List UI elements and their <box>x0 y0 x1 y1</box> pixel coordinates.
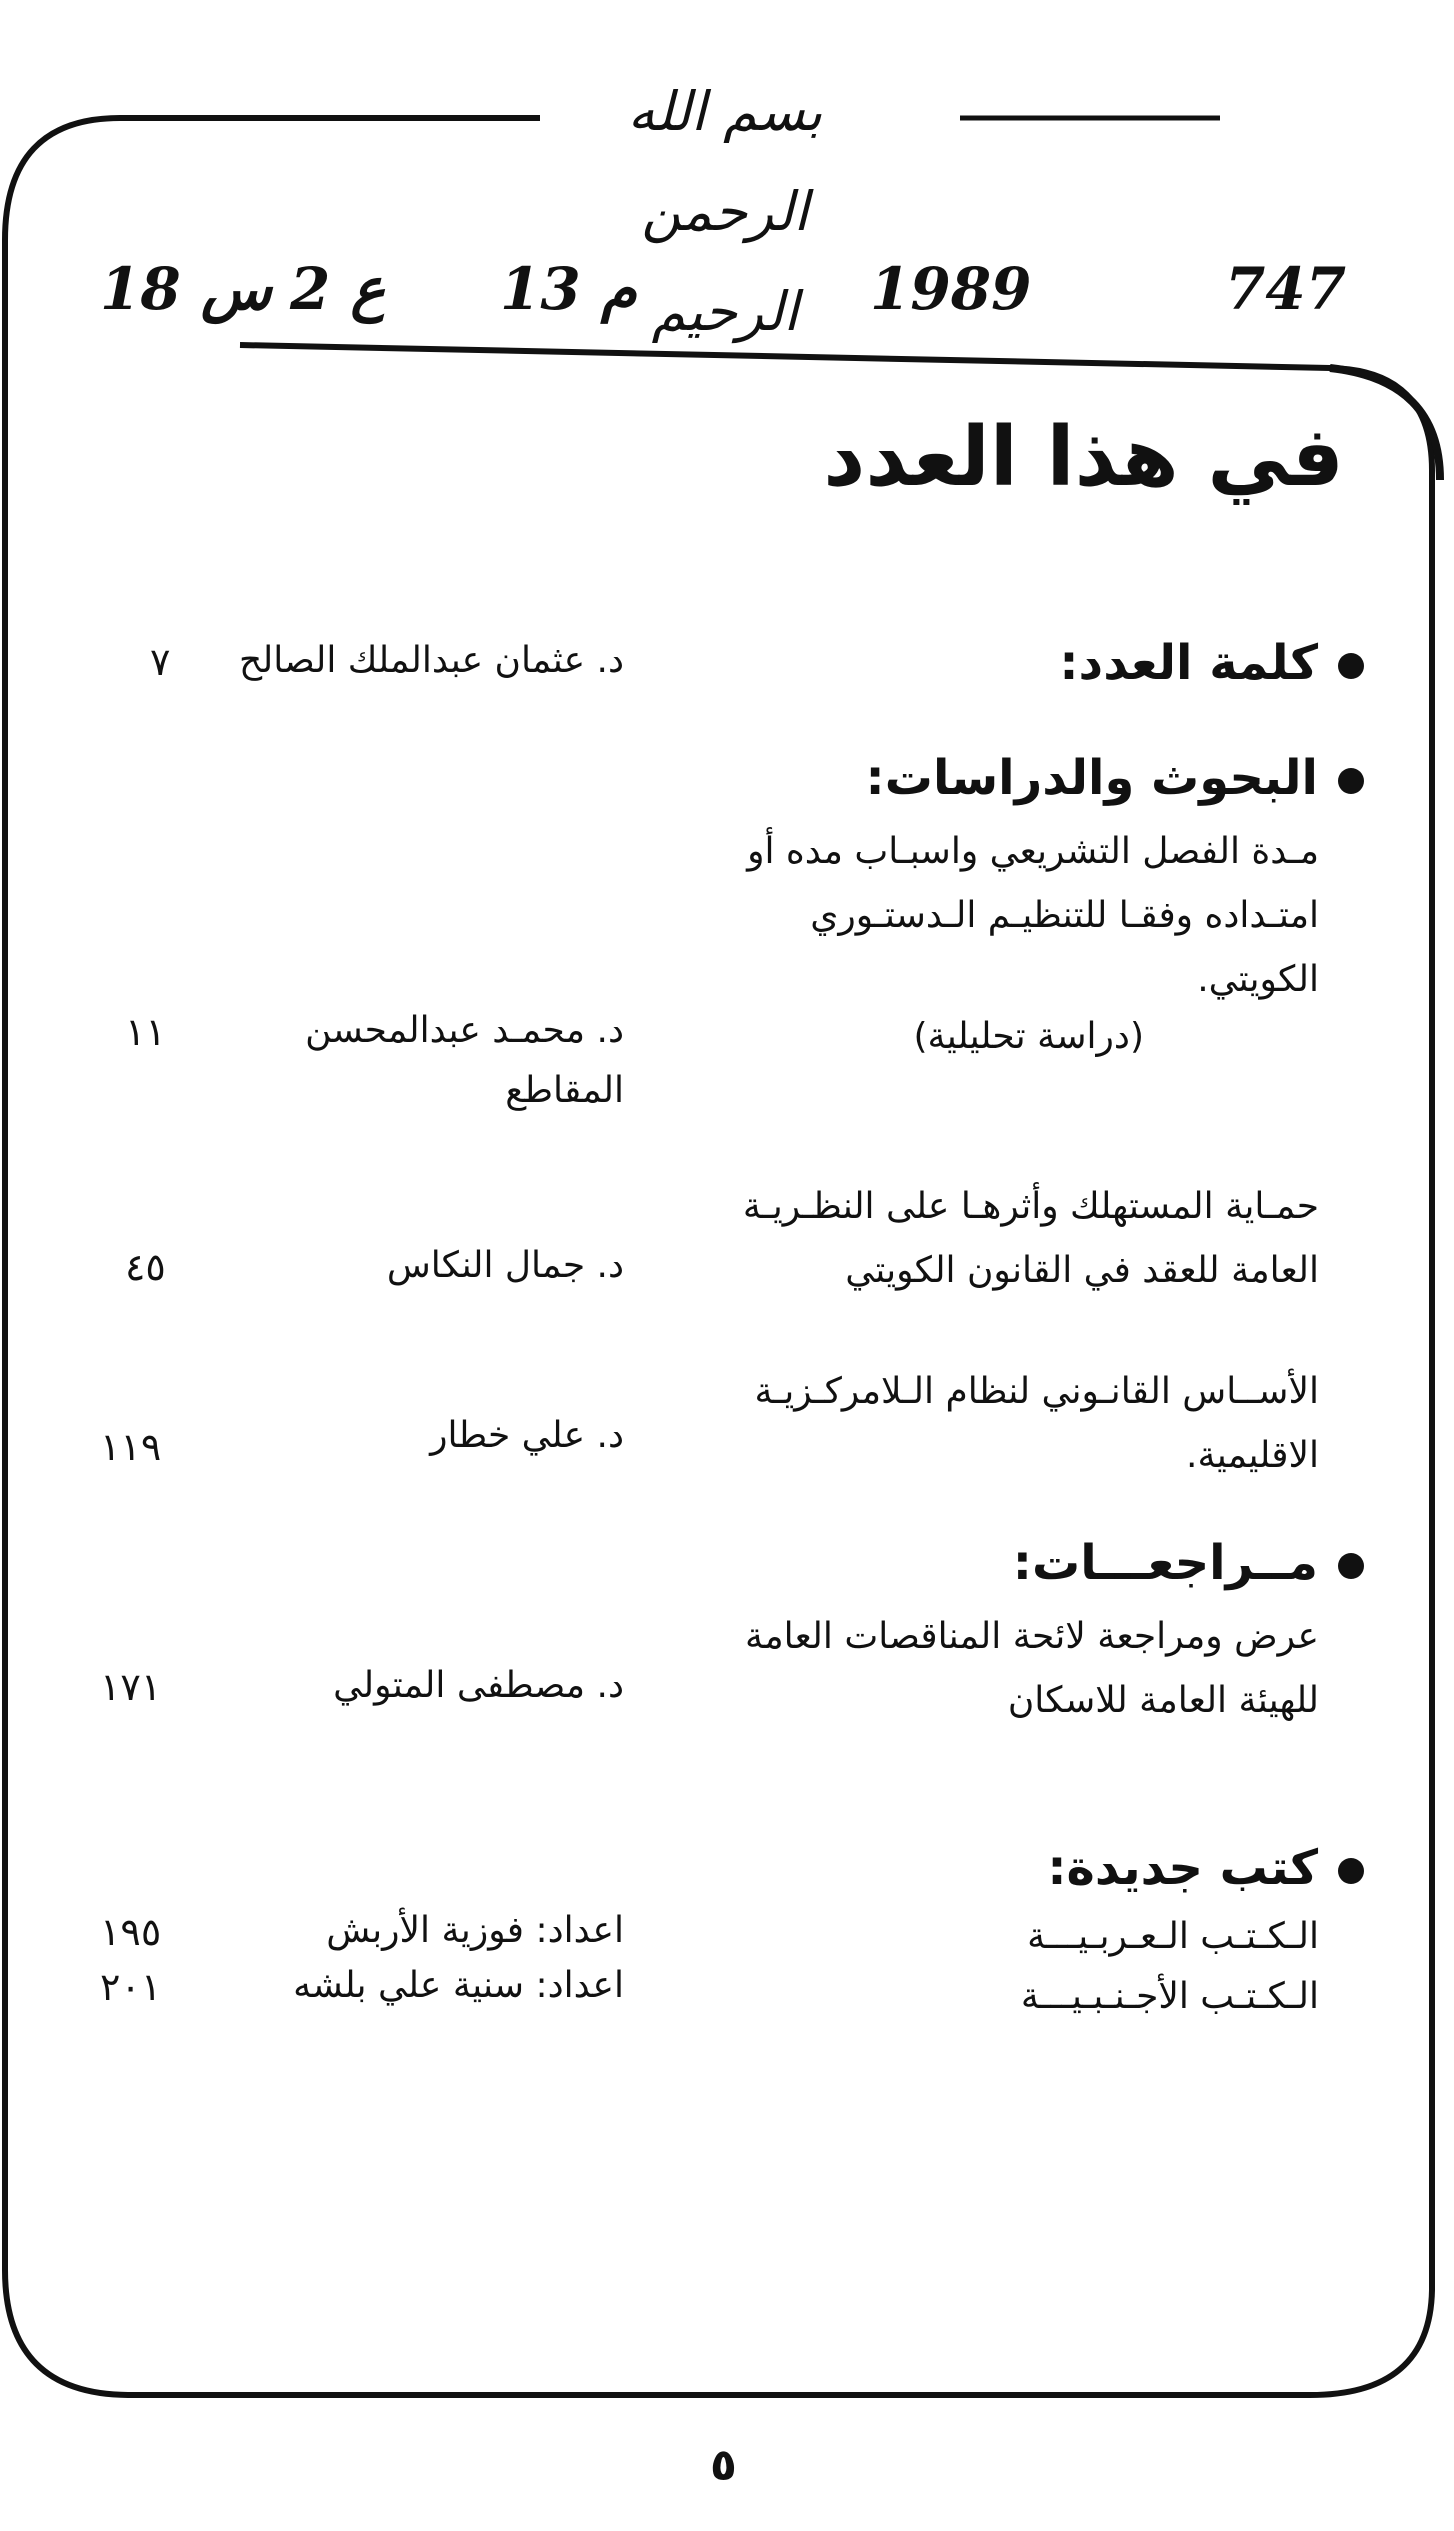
entry-author: اعداد: فوزية الأربش <box>326 1910 624 1951</box>
entry-title: حمـاية المستهلك وأثرهـا على النظـريـة العامة للعقد في القانون الكويتي <box>742 1186 1319 1291</box>
entry-author-line2: المقاطع <box>505 1070 624 1111</box>
entry-author: د. علي خطار <box>430 1415 624 1456</box>
page-title: في هذا العدد <box>823 410 1344 505</box>
entry-title: الـكـتـب الأجـنـبـيـــة <box>1020 1976 1319 2017</box>
bullet-icon <box>1338 768 1364 794</box>
entry-page: ٤٥ <box>125 1245 166 1289</box>
entry-page: ٧ <box>150 640 171 684</box>
entry-author: د. جمال النكاس <box>386 1245 624 1286</box>
section-heading: مــراجعـــات: <box>1013 1535 1364 1591</box>
entry-page: ١٩٥ <box>100 1910 162 1954</box>
section-heading: كلمة العدد: <box>1059 635 1364 691</box>
handwritten-year-hijri: س 18 <box>100 255 272 323</box>
bullet-icon <box>1338 1553 1364 1579</box>
entry-author: د. محمـد عبدالمحسن <box>305 1010 624 1051</box>
entry-title: الأســاس القانـوني لنظام الـلامركـزيـة الاقليمية. <box>754 1371 1319 1476</box>
entry-author: اعداد: سنية علي بلشه <box>293 1965 624 2006</box>
basmala-calligraphy: بسم الله الرحمن الرحيم <box>627 80 823 343</box>
entry-page: ١١٩ <box>100 1425 162 1469</box>
bullet-icon <box>1338 653 1364 679</box>
entry-title: مـدة الفصل التشريعي واسبـاب مده أو امتـداده وفقـا للتنظيـم الـدستـوري الكويتي. <box>747 831 1319 1000</box>
section-heading: كتب جديدة: <box>1047 1840 1364 1896</box>
page-number: ٥ <box>710 2440 737 2491</box>
handwritten-number: 747 <box>1225 255 1347 323</box>
bullet-icon <box>1338 1858 1364 1884</box>
entry-title: الـكـتـب الـعـربـيـــة <box>1027 1916 1319 1957</box>
entry-page: ١٧١ <box>100 1665 162 1709</box>
entry-page: ٢٠١ <box>100 1965 162 2009</box>
handwritten-year: 1989 <box>870 255 1032 323</box>
entry-subtitle: (دراسة تحليلية) <box>913 1016 1144 1057</box>
handwritten-issue: ع 2 <box>290 255 386 323</box>
section-heading: البحوث والدراسات: <box>866 750 1364 806</box>
entry-page: ١١ <box>125 1010 166 1054</box>
entry-title: عرض ومراجعة لائحة المناقصات العامة للهيئة العامة للاسكان <box>745 1616 1319 1721</box>
entry-author: د. مصطفى المتولي <box>333 1665 624 1706</box>
handwritten-volume: م 13 <box>500 255 637 323</box>
entry-author: د. عثمان عبدالملك الصالح <box>238 640 624 681</box>
